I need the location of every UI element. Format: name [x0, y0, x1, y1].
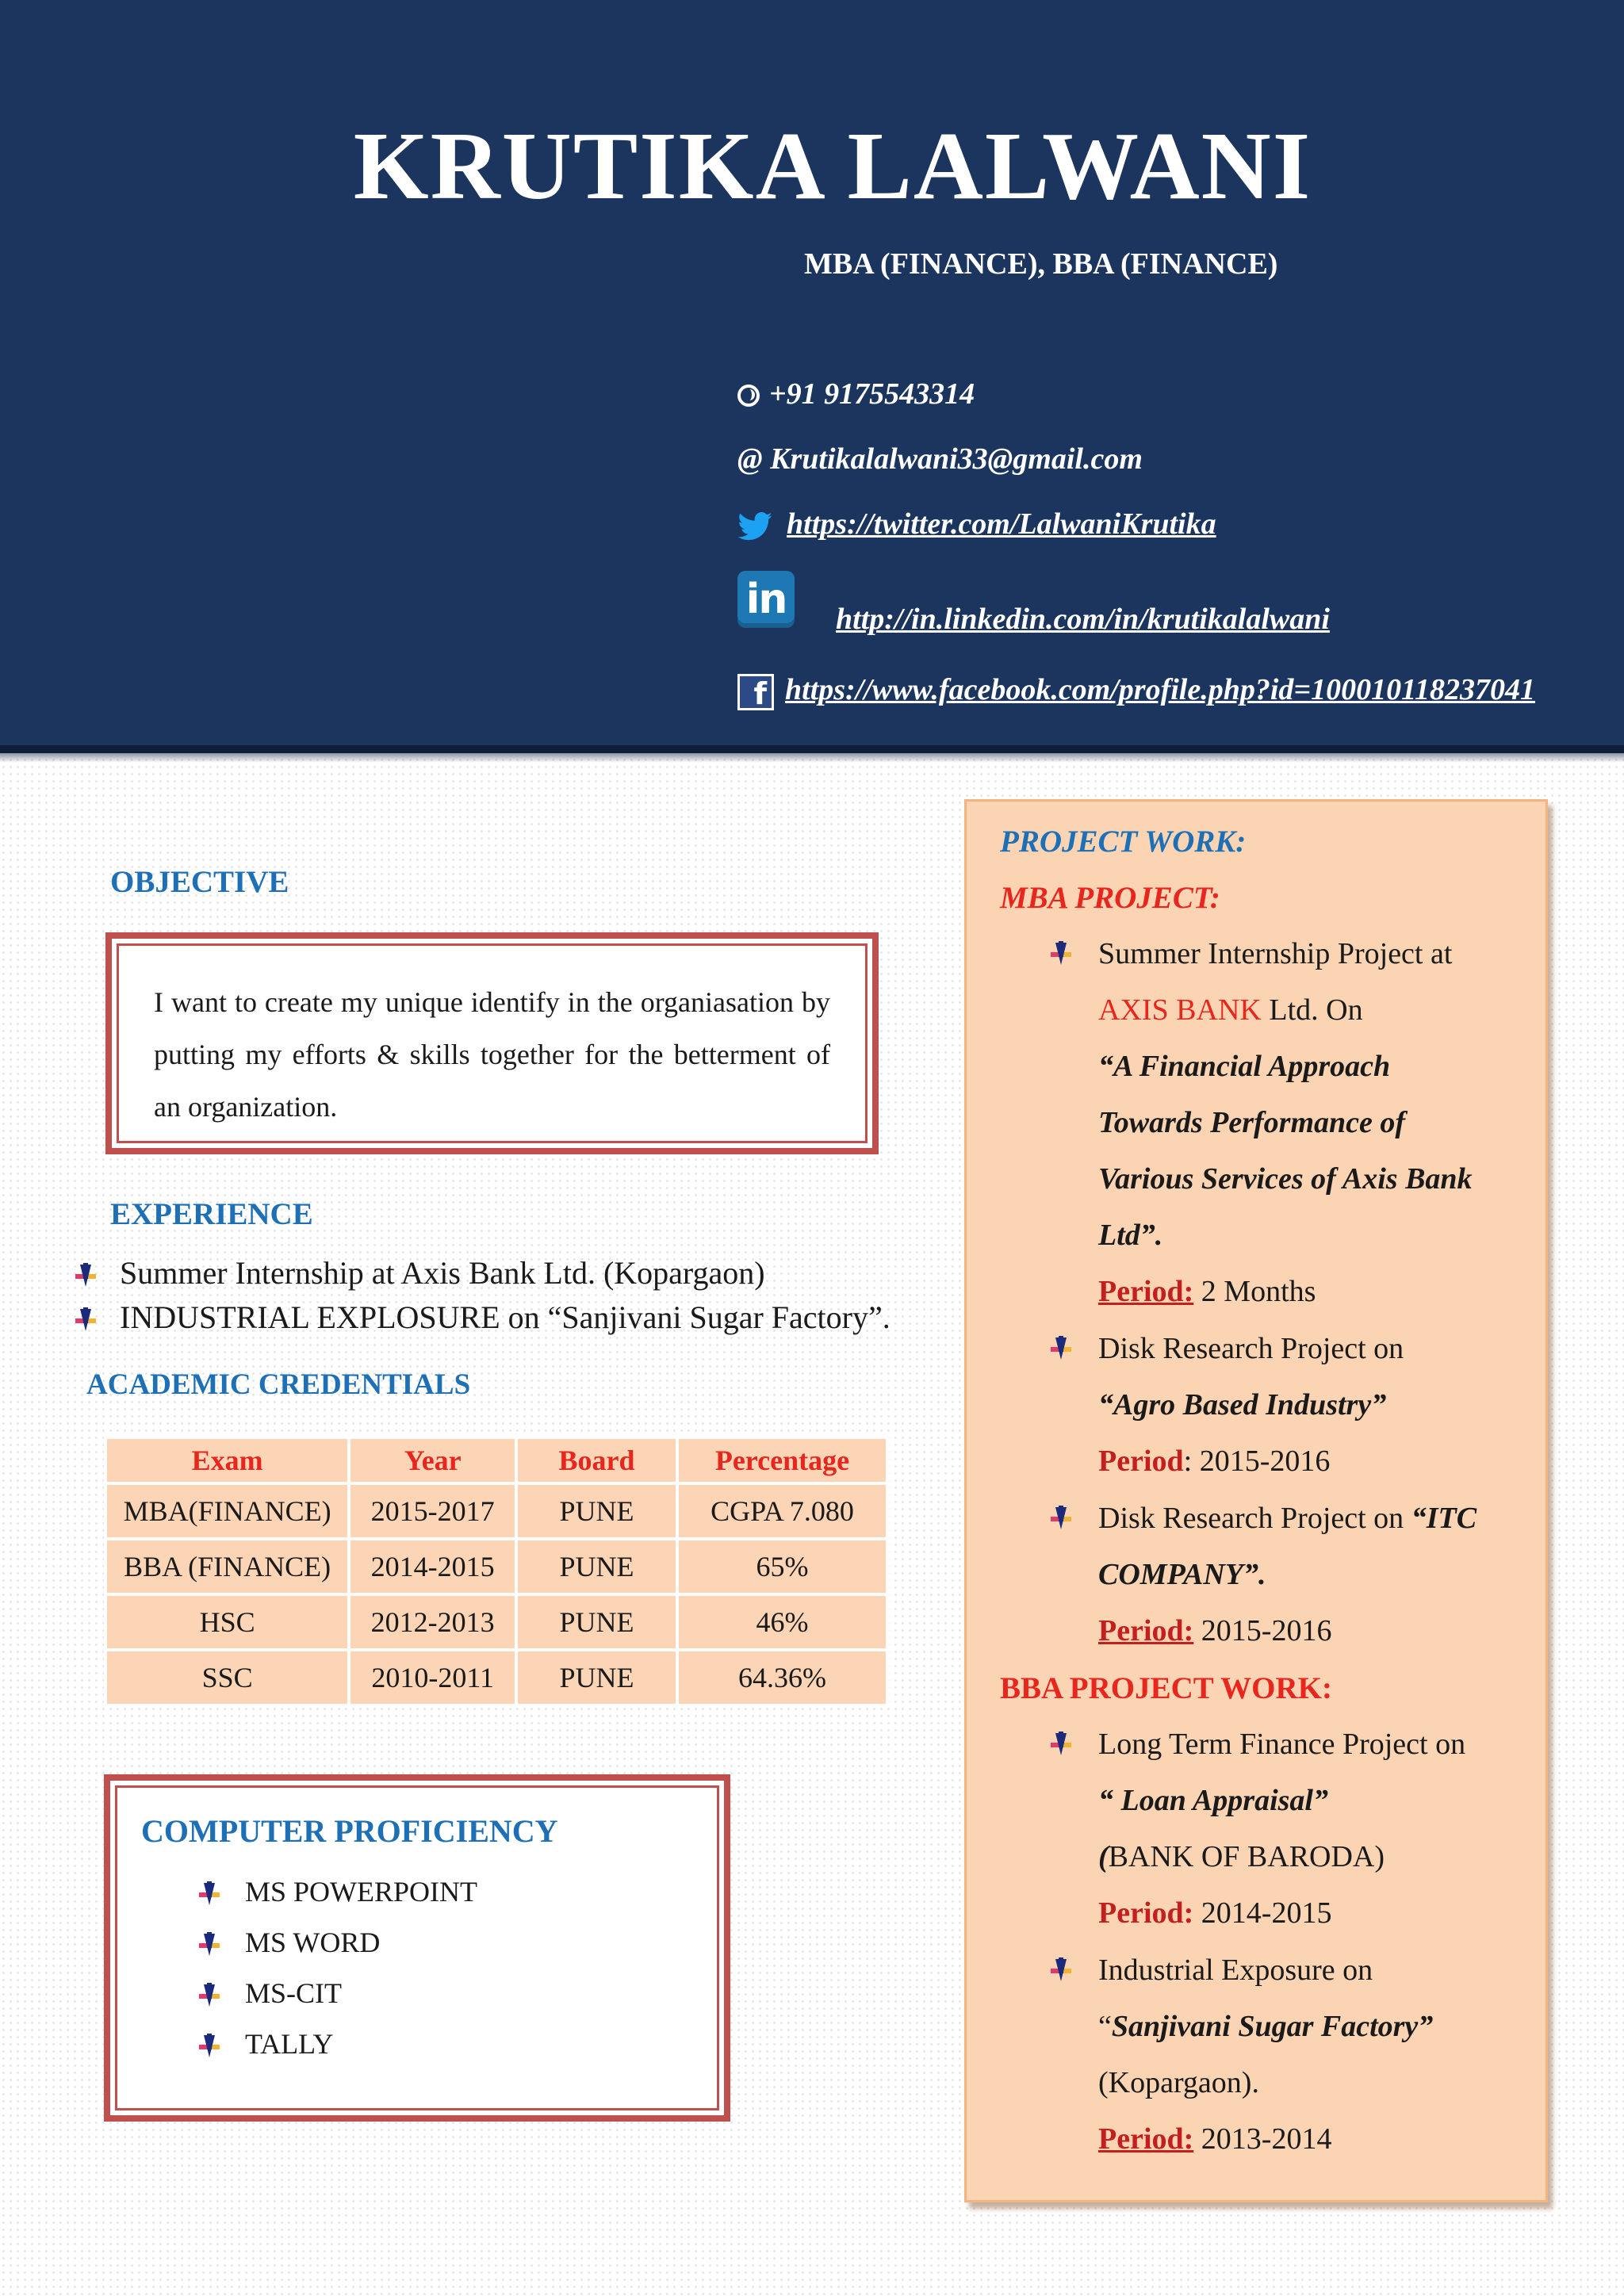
table-cell: PUNE [518, 1485, 676, 1537]
phone-row [737, 377, 975, 411]
col-header: Exam [107, 1439, 347, 1482]
project-line: Summer Internship Project at [1098, 937, 1453, 970]
project-line: AXIS BANK Ltd. On [1098, 993, 1363, 1027]
objective-text: I want to create my unique identify in the organiasation by putting my efforts & skills together for the betterment of an organization. [117, 943, 868, 1143]
col-header: Percentage [679, 1439, 886, 1482]
project-period: Period: 2015-2016 [1098, 1445, 1331, 1478]
list-item: MS POWERPOINT [197, 1866, 477, 1917]
arrow-bullet-icon [74, 1307, 98, 1334]
arrow-bullet-icon [197, 1932, 221, 1959]
project-period: Period: 2014-2015 [1098, 1896, 1332, 1930]
facebook-icon: f [737, 674, 774, 710]
table-cell: PUNE [518, 1596, 676, 1648]
project-title-line: Ltd”. [1098, 1219, 1163, 1252]
project-title-line: “Agro Based Industry” [1098, 1388, 1387, 1422]
table-cell: SSC [107, 1651, 347, 1704]
table-row [107, 1651, 886, 1704]
arrow-bullet-icon [1049, 941, 1073, 968]
list-item: TALLY [197, 2019, 477, 2069]
email-row [737, 442, 1143, 476]
experience-title: EXPERIENCE [110, 1197, 313, 1231]
table-cell: PUNE [518, 1540, 676, 1593]
arrow-bullet-icon [1049, 1732, 1073, 1758]
list-item: MS WORD [197, 1917, 477, 1968]
table-row [107, 1540, 886, 1593]
project-period: Period: 2 Months [1098, 1275, 1316, 1308]
table-cell: 64.36% [679, 1651, 886, 1704]
list-item: MS-CIT [197, 1968, 477, 2019]
list-item: Summer Internship at Axis Bank Ltd. (Kopargaon) [74, 1251, 891, 1295]
arrow-bullet-icon [1049, 1506, 1073, 1533]
table-cell: BBA (FINANCE) [107, 1540, 347, 1593]
table-cell: 2010-2011 [350, 1651, 515, 1704]
degrees: MBA (FINANCE), BBA (FINANCE) [804, 247, 1278, 281]
project-title-line: COMPANY”. [1098, 1558, 1266, 1591]
project-period: Period: 2015-2016 [1098, 1614, 1332, 1647]
table-row [107, 1596, 886, 1648]
table-row [107, 1485, 886, 1537]
project-line: (Kopargaon). [1098, 2066, 1259, 2099]
twitter-row [737, 507, 1216, 541]
table-cell: 65% [679, 1540, 886, 1593]
arrow-bullet-icon [197, 2034, 221, 2061]
project-title-line: “A Financial Approach [1098, 1050, 1391, 1083]
academic-table [104, 1436, 889, 1707]
arrow-bullet-icon [197, 1983, 221, 2010]
table-cell: 2012-2013 [350, 1596, 515, 1648]
experience-list [74, 1251, 891, 1340]
computer-list [197, 1866, 477, 2069]
col-header: Year [350, 1439, 515, 1482]
project-title-line: Towards Performance of [1098, 1106, 1406, 1139]
candidate-name: KRUTIKA LALWANI [353, 113, 1312, 220]
project-title-line: “Sanjivani Sugar Factory” [1098, 2010, 1434, 2043]
academic-title: ACADEMIC CREDENTIALS [86, 1368, 471, 1401]
project-work-title: PROJECT WORK: [1000, 825, 1247, 859]
facebook-row [737, 672, 1535, 710]
computer-box [104, 1774, 730, 2122]
table-cell: 2015-2017 [350, 1485, 515, 1537]
header-shadow [0, 753, 1624, 763]
table-cell: PUNE [518, 1651, 676, 1704]
facebook-link[interactable]: https://www.facebook.com/profile.php?id=100010118237041 [785, 673, 1535, 706]
phone-number: +91 9175543314 [769, 377, 975, 411]
table-cell: MBA(FINANCE) [107, 1485, 347, 1537]
mba-project-title: MBA PROJECT: [1000, 881, 1220, 915]
arrow-bullet-icon [74, 1263, 98, 1290]
computer-title: COMPUTER PROFICIENCY [141, 1813, 558, 1849]
phone-icon [737, 385, 760, 407]
linkedin-row [737, 571, 795, 628]
project-line: Disk Research Project on “ITC [1098, 1502, 1477, 1535]
linkedin-link-row [836, 602, 1330, 637]
objective-title: OBJECTIVE [110, 865, 289, 899]
project-line: Disk Research Project on [1098, 1332, 1404, 1365]
twitter-link[interactable]: https://twitter.com/LalwaniKrutika [787, 507, 1216, 541]
table-cell: 2014-2015 [350, 1540, 515, 1593]
arrow-bullet-icon [1049, 1336, 1073, 1363]
list-item: INDUSTRIAL EXPLOSURE on “Sanjivani Sugar Factory”. [74, 1295, 891, 1340]
arrow-bullet-icon [1049, 1957, 1073, 1984]
project-line: Industrial Exposure on [1098, 1954, 1373, 1987]
project-title-line: “ Loan Appraisal” [1098, 1784, 1328, 1817]
table-cell: 46% [679, 1596, 886, 1648]
col-header: Board [518, 1439, 676, 1482]
bba-project-title: BBA PROJECT WORK: [1000, 1671, 1332, 1705]
objective-box [105, 932, 879, 1154]
linkedin-link[interactable]: http://in.linkedin.com/in/krutikalalwani [836, 603, 1330, 636]
email-at-symbol: @ [737, 442, 763, 476]
table-cell: HSC [107, 1596, 347, 1648]
table-header-row [107, 1439, 886, 1482]
project-period: Period: 2013-2014 [1098, 2122, 1332, 2156]
table-cell: CGPA 7.080 [679, 1485, 886, 1537]
project-title-line: Various Services of Axis Bank [1098, 1162, 1473, 1196]
twitter-icon [737, 512, 772, 541]
arrow-bullet-icon [197, 1881, 221, 1908]
linkedin-icon: in [737, 571, 795, 628]
project-panel [964, 799, 1548, 2202]
project-line: (BANK OF BARODA) [1098, 1840, 1385, 1873]
project-line: Long Term Finance Project on [1098, 1728, 1466, 1761]
email-address[interactable]: Krutikalalwani33@gmail.com [770, 442, 1143, 476]
